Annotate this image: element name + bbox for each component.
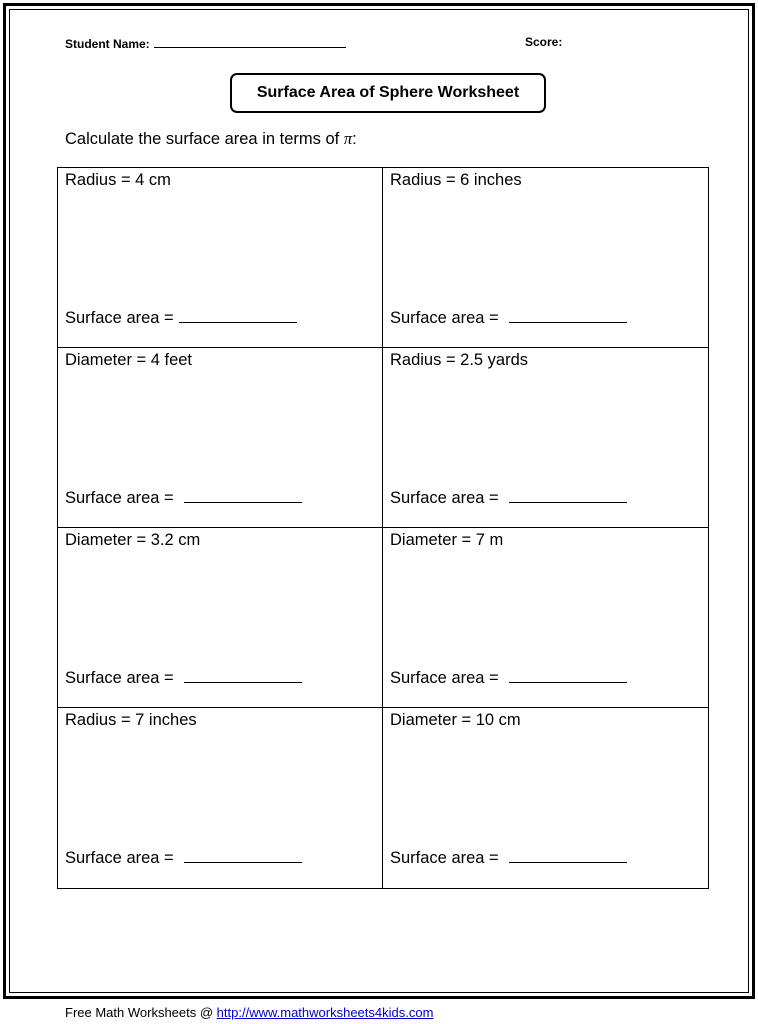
answer-label: Surface area = bbox=[390, 669, 499, 687]
instructions-suffix: : bbox=[352, 130, 357, 148]
problem-given: Diameter = 7 m bbox=[390, 531, 504, 549]
answer-line[interactable] bbox=[184, 848, 302, 863]
problem-cell bbox=[383, 168, 708, 348]
answer-field[interactable] bbox=[390, 848, 627, 868]
answer-field[interactable] bbox=[65, 848, 302, 868]
answer-line[interactable] bbox=[509, 488, 627, 503]
worksheet-header bbox=[65, 35, 685, 53]
answer-label: Surface area = bbox=[65, 489, 174, 507]
problem-given: Radius = 2.5 yards bbox=[390, 351, 529, 369]
answer-label: Surface area = bbox=[390, 489, 499, 507]
answer-field[interactable] bbox=[65, 668, 302, 688]
problem-given: Diameter = 3.2 cm bbox=[65, 531, 201, 549]
problem-cell bbox=[383, 348, 708, 528]
problem-cell bbox=[58, 708, 383, 888]
student-name-line[interactable] bbox=[154, 35, 346, 48]
answer-field[interactable] bbox=[65, 308, 297, 328]
pi-symbol: π bbox=[343, 129, 353, 148]
answer-line[interactable] bbox=[184, 668, 302, 683]
problem-cell bbox=[383, 528, 708, 708]
instructions-text: Calculate the surface area in terms of bbox=[65, 130, 344, 148]
problem-given: Diameter = 4 feet bbox=[65, 351, 193, 369]
answer-line[interactable] bbox=[509, 668, 627, 683]
footer-text: Free Math Worksheets @ bbox=[65, 1005, 217, 1020]
worksheet-title bbox=[230, 73, 546, 113]
footer bbox=[65, 1005, 433, 1020]
student-name-label: Student Name: bbox=[65, 37, 150, 51]
footer-link[interactable]: http://www.mathworksheets4kids.com bbox=[216, 1005, 434, 1020]
answer-field[interactable] bbox=[390, 668, 627, 688]
student-name-field[interactable] bbox=[65, 35, 346, 51]
problem-cell bbox=[58, 528, 383, 708]
problem-grid bbox=[57, 167, 709, 889]
problem-cell bbox=[58, 348, 383, 528]
answer-field[interactable] bbox=[65, 488, 302, 508]
answer-label: Surface area = bbox=[390, 309, 499, 327]
problem-given: Radius = 7 inches bbox=[65, 711, 197, 729]
problem-given: Radius = 6 inches bbox=[390, 171, 522, 189]
answer-label: Surface area = bbox=[65, 309, 174, 327]
answer-field[interactable] bbox=[390, 308, 627, 328]
answer-line[interactable] bbox=[509, 308, 627, 323]
instructions bbox=[65, 129, 357, 149]
score-label: Score: bbox=[525, 35, 563, 49]
answer-label: Surface area = bbox=[65, 849, 174, 867]
answer-line[interactable] bbox=[509, 848, 627, 863]
problem-given: Radius = 4 cm bbox=[65, 171, 171, 189]
answer-label: Surface area = bbox=[390, 849, 499, 867]
worksheet-title-text: Surface Area of Sphere Worksheet bbox=[256, 84, 520, 101]
answer-field[interactable] bbox=[390, 488, 627, 508]
problem-given: Diameter = 10 cm bbox=[390, 711, 521, 729]
answer-line[interactable] bbox=[184, 488, 302, 503]
problem-cell bbox=[58, 168, 383, 348]
problem-cell bbox=[383, 708, 708, 888]
answer-label: Surface area = bbox=[65, 669, 174, 687]
answer-line[interactable] bbox=[179, 308, 297, 323]
